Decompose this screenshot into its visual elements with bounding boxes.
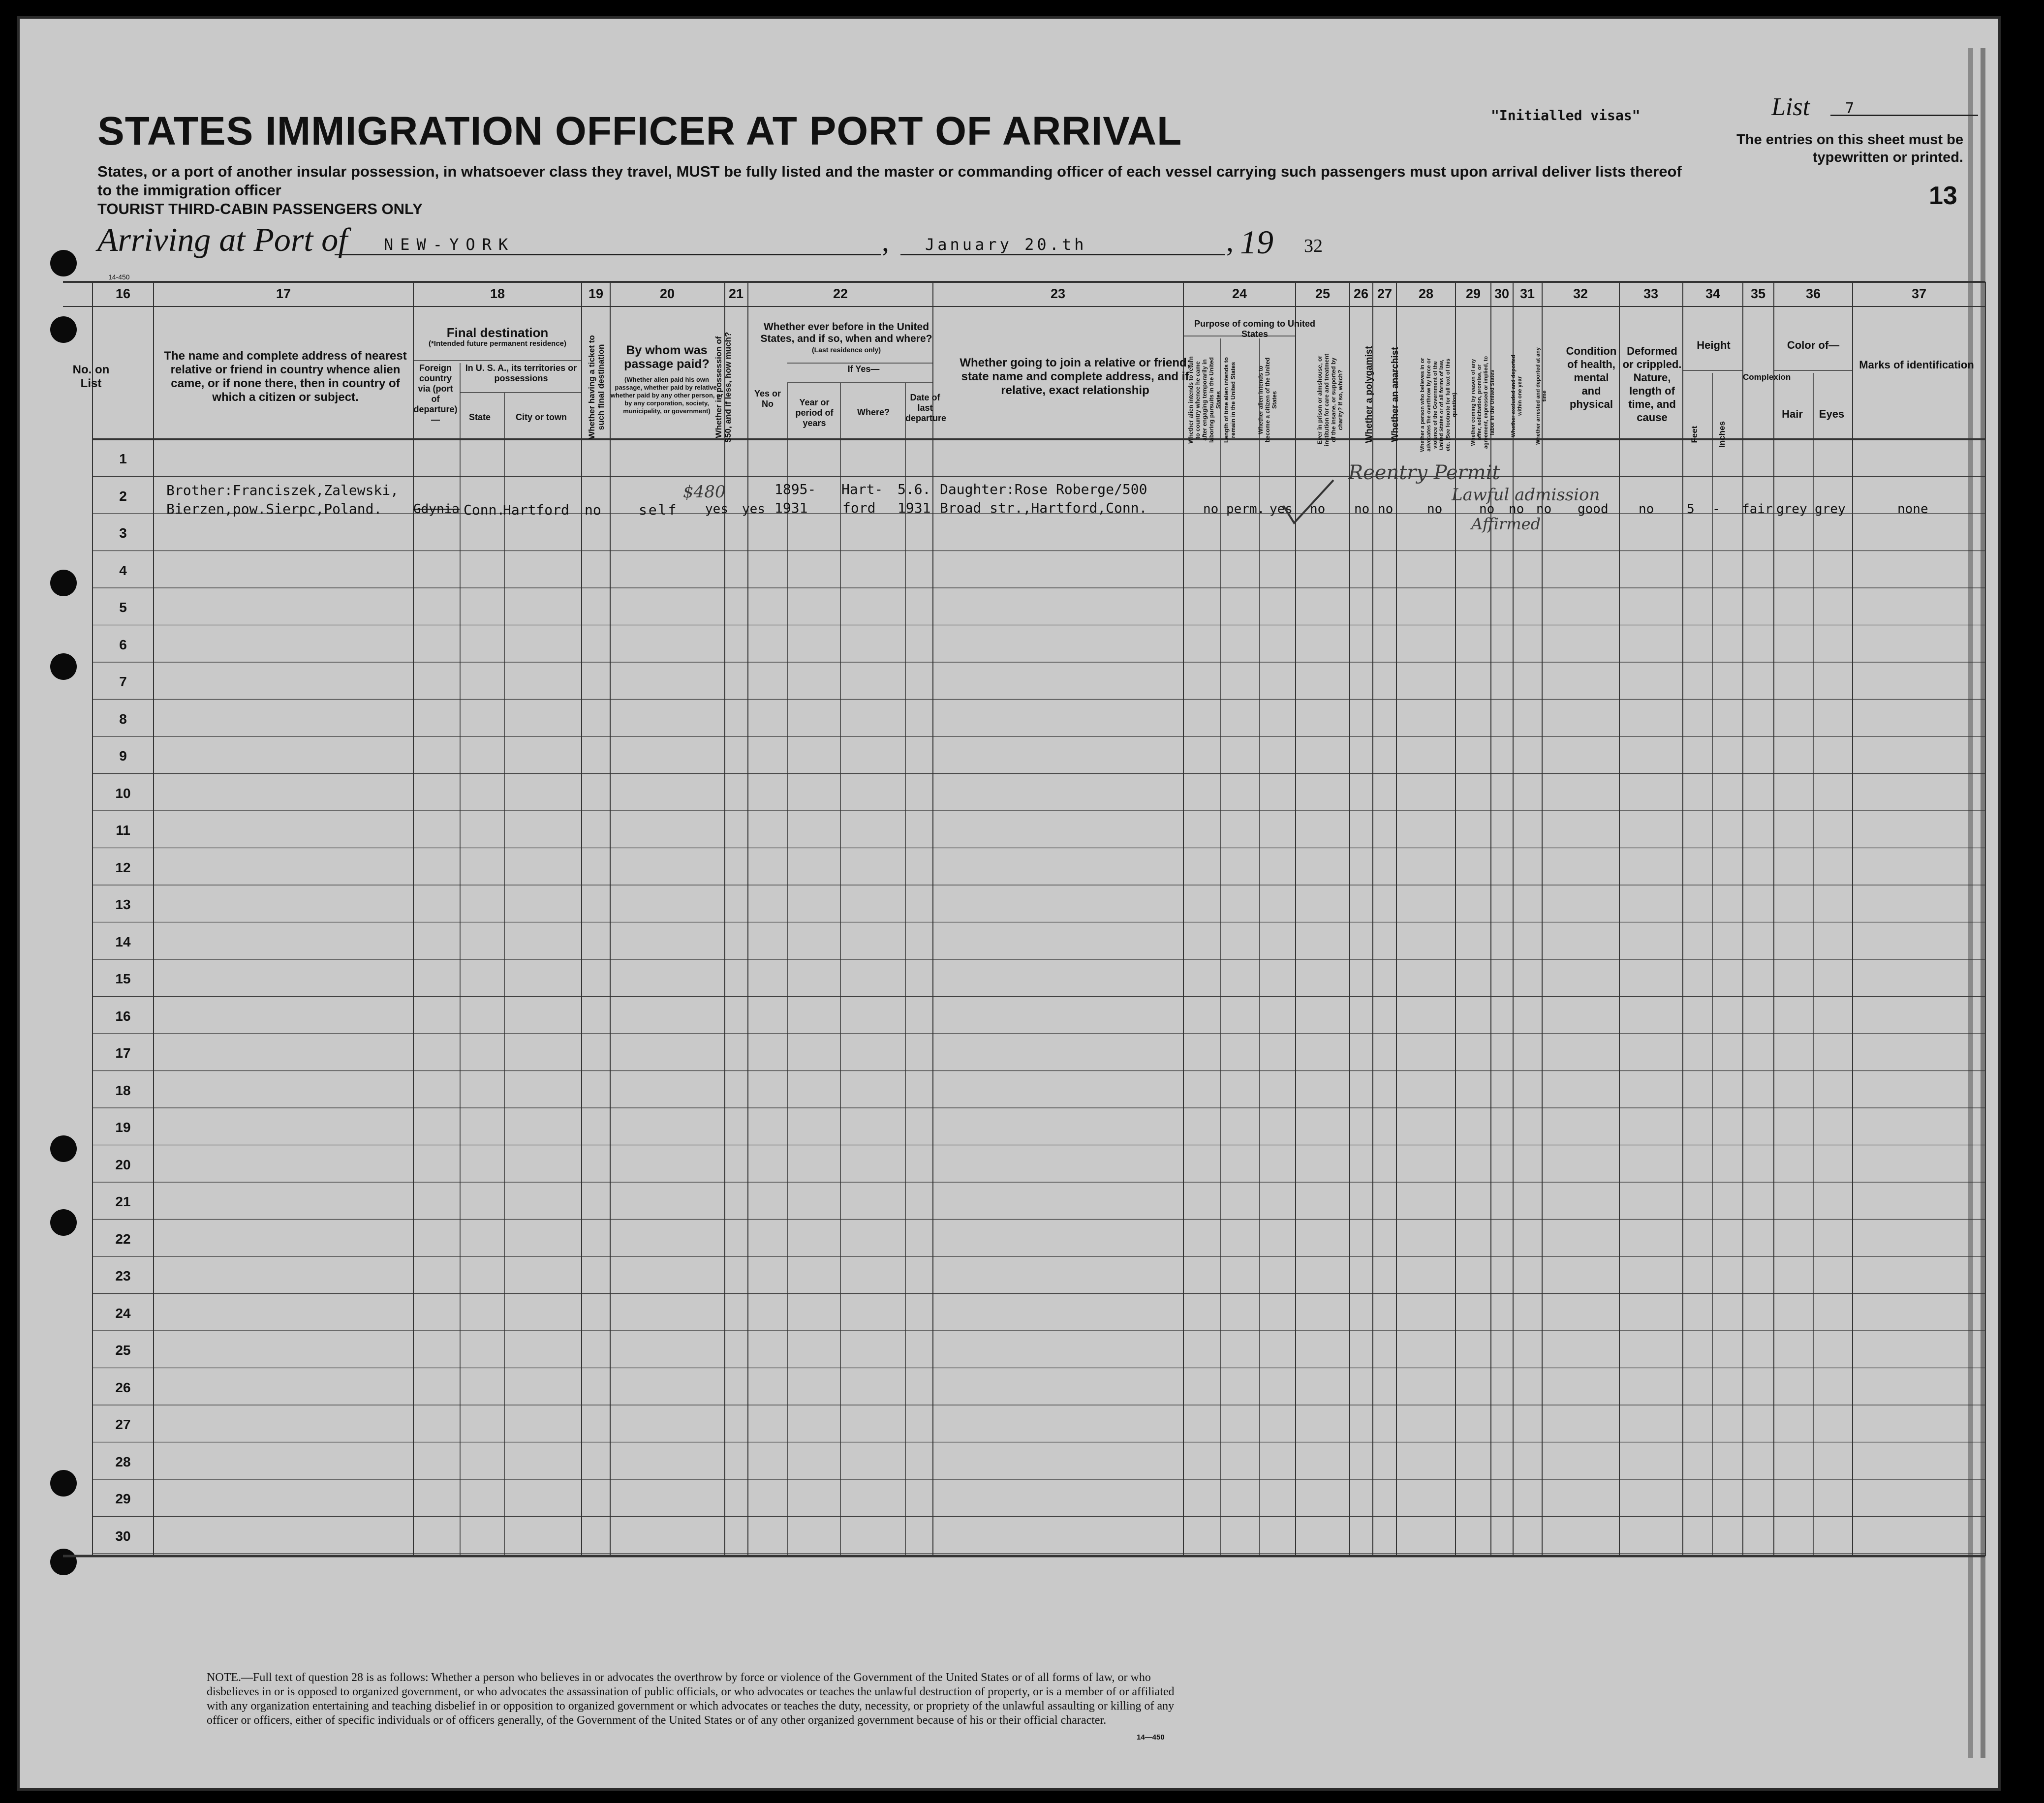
header-c24-return: Whether alien intends to return to country whence he came after engaging temporarily in laboring pursuits in the United States: [1187, 356, 1222, 444]
row-number: 7: [119, 674, 127, 689]
row-number: 11: [116, 823, 130, 838]
header-c22-year: Year or period of years: [795, 397, 834, 428]
header-c36: Color of—: [1787, 339, 1840, 351]
row-number: 21: [115, 1194, 131, 1209]
header-c19: Whether having a ticket to such final destination: [587, 335, 606, 439]
header-c18: Final destination (*Intended future permanent residence): [428, 325, 567, 348]
column-number: 20: [659, 286, 675, 301]
join-line2: Broad str.,Hartford,Conn.: [940, 500, 1147, 516]
length-stay: perm.: [1226, 502, 1265, 517]
excluded: no: [1509, 502, 1524, 517]
row-number: 18: [115, 1082, 131, 1098]
height-feet: 5: [1687, 502, 1695, 517]
prison: no: [1310, 502, 1326, 517]
header-c20: By whom was passage paid? (Whether alien paid his own passage, whether paid by relative, whether paid by any other person, or by any corporation, society, municipality, or government): [610, 343, 723, 415]
column-number: 22: [833, 286, 848, 301]
column-number: 31: [1519, 286, 1535, 301]
typewritten-note: The entries on this sheet must be typewritten or printed.: [1736, 132, 1963, 165]
row-number: 8: [119, 711, 127, 727]
sheet-number: 13: [1929, 182, 1957, 210]
row-number: 9: [119, 748, 127, 764]
row-number: 1: [119, 451, 127, 466]
before-where-2: ford: [842, 500, 876, 516]
header-c25: Ever in prison or almshouse, or institution for care and treatment of the insane, or supported by charity? If so, which?: [1316, 353, 1344, 447]
before-yesno: yes: [742, 502, 765, 517]
column-number: 16: [115, 286, 131, 301]
header-c31: Whether arrested and deported at any time: [1535, 347, 1548, 445]
column-number: 24: [1232, 286, 1247, 301]
header-c37: Marks of identification: [1859, 359, 1974, 371]
column-number: 29: [1465, 286, 1481, 301]
header-c27: Whether an anarchist: [1390, 347, 1400, 442]
check-mark: [1279, 476, 1338, 535]
arrival-date: January 20.th: [925, 235, 1087, 254]
header-c26: Whether a polygamist: [1364, 346, 1374, 443]
column-number: 26: [1353, 286, 1369, 301]
row-number: 12: [115, 859, 131, 875]
row-number: 24: [115, 1305, 131, 1321]
header-c36-eyes: Eyes: [1819, 408, 1845, 420]
header-c18-usa: In U. S. A., its territories or possessions: [465, 363, 577, 383]
ticket: no: [585, 502, 601, 518]
row-number: 16: [115, 1008, 131, 1024]
row-number: 22: [115, 1231, 131, 1247]
row-number: 27: [115, 1417, 131, 1432]
manifest-sheet: STATES IMMIGRATION OFFICER AT PORT OF ARRIVAL States, or a port of another insular possession, in whatsoever class they travel, MUST be fully listed and the master or commanding officer of each vessel carrying such passengers must upon arrival deliver lists thereof to the immigration officer TOURIST THIRD-CABIN PASSENGERS ONLY "Initialled visas" List 7 The entries on this sheet must be typewritten or printed. 13 14-450 Arriving at Port of NEW-YORK , January 20.th , 19 32 16 17 18 19 20 21 22 23 24 25 26 27 28 29 30 31 32 33 34 35 36 37 No. on List The name and complete address of nearest relative or friend in country whence alien came, or if none there, then in country of which a citizen or subject. Final destination (*Intended future permanent residence) Foreign country via (port of departure)— In U. S. A., its territories or possessions State City or town Whether having a ticket to such final destination By whom was passage paid? (Whether alien paid his own passage, whether paid by relative, whether paid by any other person, or by any corporation, society, municipality, or government) Whether in possession of $50, and if less, how much? Whether ever before in the United States, and if so, when and where? (Last residence only) If Yes— Yes or No Year or period of years Where? Date of last departure Whether going to join a relative or friend; state name and complete address, and if relative, exact relationship Purpose of coming to United States Whether alien intends to return to country whence he came after engaging temporarily in laboring pursuits in the United States Length of time alien intends to remain in the United States Whether alien intends to become a citizen of the United States Ever in prison or almshouse, or institution for care and treatment of the insane, or supported by charity? If so, which? Whether a polygamist Whether an anarchist Whether a person who believes in or advocates the overthrow by force or violence of the Government of the United States or of all forms of law, etc. (See footnote for full text of this question) Whether coming by reason of any offer, solicitation, promise, or agreement, expressed or implied, to labor in the United States Whether excluded and deported within one year Whether arrested and deported at any time Condition of health, mental and physical Deformed or crippled. Nature, length of time, and cause Height Feet Inches Complexion Color of— Hair Eyes Marks of identification 1 2 3 4 5 6 7 8 9 10 11 12 13 14 15 16 17 18 19 20 21 22 23 24 25 26 27 28 29 30 Brother:Franciszek,Zalewski, Bierzen,pow.Sierpc,Poland. Gdynia Conn. Hartford no self $480 yes yes 1895- 1931 Hart- ford 5.6. 1931 Daughter:Rose Roberge/500 Broad str.,Hartford,Conn. no perm. yes no no no no no no no good no 5 - fair grey grey none Reentry Permit Lawful admission Affirmed NOTE.—Full text of question 28 is as follows: Whether a person who believes in or advocates the overthrow by force or violence of the Government of the United States or of all forms of law, or who disbelieves in or is opposed to organized government, or who advocates the assassination of public officials, or who advocates or teaches the unlawful destruction of property, or is a member of or affiliated with any organization entertaining and teaching disbelief in or opposition to organized government or which advocates or teaches the duty, necessity, or propriety of the unlawful assaulting or killing of any officer or officers, either of specific individuals or of officers generally, of the Government of the United States or of any other organized government because of his or their official character. 14—450: [20, 19, 1998, 1788]
row-number: 19: [115, 1120, 131, 1135]
anarchist: no: [1378, 502, 1394, 517]
year-prefix: 19: [1240, 223, 1273, 261]
list-number: 7: [1845, 100, 1855, 117]
annotation-lawful: Lawful admission: [1452, 485, 1600, 505]
header-c18-foreign: Foreign country via (port of departure)—: [413, 363, 458, 425]
row-number: 26: [115, 1379, 131, 1395]
column-number: 28: [1418, 286, 1434, 301]
header-c22-date: Date of last departure: [905, 393, 947, 423]
row-number: 23: [115, 1268, 131, 1283]
row-number: 29: [115, 1491, 131, 1506]
column-number: 35: [1750, 286, 1766, 301]
initialled-visas-label: "Initialled visas": [1491, 107, 1641, 123]
return-intent: no: [1203, 502, 1219, 517]
paid-by: self: [639, 502, 678, 518]
column-number: 17: [276, 286, 291, 301]
column-number: 30: [1494, 286, 1510, 301]
form-mark: 14-450: [108, 273, 130, 281]
marks: none: [1897, 502, 1928, 517]
header-c32: Condition of health, mental and physical: [1566, 345, 1617, 410]
complexion: fair: [1742, 502, 1773, 517]
header-c36-hair: Hair: [1782, 408, 1803, 420]
footer-form-number: 14—450: [1137, 1733, 1165, 1742]
money-handwritten: $480: [683, 482, 726, 502]
year-suffix: 32: [1304, 236, 1323, 256]
relative-line2: Bierzen,pow.Sierpc,Poland.: [166, 501, 382, 517]
list-label: List: [1771, 93, 1810, 121]
row-number: 20: [115, 1157, 131, 1172]
header-c30: Whether excluded and deported within one year: [1511, 355, 1523, 437]
header-c34-inches: Inches: [1717, 421, 1727, 448]
last-departure-2: 1931: [898, 500, 931, 516]
port-name: NEW-YORK: [384, 235, 515, 254]
column-number: 34: [1705, 286, 1721, 301]
column-number: 36: [1805, 286, 1821, 301]
deformed: no: [1639, 502, 1654, 517]
join-line1: Daughter:Rose Roberge/500: [940, 481, 1147, 497]
header-c24-length: Length of time alien intends to remain in the United States: [1223, 357, 1237, 443]
before-years-1: 1895-: [774, 481, 816, 497]
state: Conn.: [464, 502, 505, 518]
header-c34: Height: [1697, 339, 1731, 351]
arriving-label: Arriving at Port of: [97, 221, 348, 258]
row-number: 5: [119, 600, 127, 615]
header-c34-feet: Feet: [1690, 426, 1699, 443]
eyes: grey: [1815, 502, 1846, 517]
header-c23: Whether going to join a relative or friend; state name and complete address, and if relative, exact relationship: [960, 356, 1191, 397]
column-number: 27: [1377, 286, 1393, 301]
polygamist: no: [1354, 502, 1370, 517]
hair: grey: [1776, 502, 1807, 517]
health: good: [1578, 502, 1609, 517]
header-c22-yesno: Yes or No: [754, 389, 781, 409]
page-title: STATES IMMIGRATION OFFICER AT PORT OF ARRIVAL: [97, 109, 1182, 153]
arrested: no: [1536, 502, 1552, 517]
column-number: 23: [1050, 286, 1066, 301]
header-c35: Complexion: [1743, 372, 1791, 382]
header-c24-citizen: Whether alien intends to become a citizen of the United States: [1257, 357, 1278, 443]
header-c29: Whether coming by reason of any offer, solicitation, promise, or agreement, expressed or implied, to labor in the United States: [1470, 356, 1495, 449]
column-number: 32: [1573, 286, 1588, 301]
header-c24: Purpose of coming to United States: [1194, 319, 1315, 339]
instructions: States, or a port of another insular possession, in whatsoever class they travel, MUST be fully listed and the master or commanding officer of each vessel carrying such passengers must upon arrival deliver lists thereof to the immigration officer TOURIST THIRD-CABIN PASSENGERS ONLY: [97, 163, 1682, 217]
overthrow: no: [1427, 502, 1443, 517]
column-number: 19: [588, 286, 604, 301]
row-number: 25: [115, 1343, 131, 1358]
row-number: 10: [115, 785, 131, 801]
class-line: TOURIST THIRD-CABIN PASSENGERS ONLY: [97, 200, 423, 217]
labor-offer: no: [1479, 502, 1495, 517]
header-c22-where: Where?: [857, 407, 890, 417]
row-number: 17: [115, 1045, 131, 1061]
citizen: yes: [1270, 502, 1293, 517]
manifest-grid: [20, 19, 1998, 1788]
row-number: 30: [115, 1528, 131, 1544]
row-number: 2: [119, 488, 127, 504]
header-c18-state: State: [468, 412, 491, 422]
header-c17: The name and complete address of nearest relative or friend in country whence alien came, or if none there, then in country of which a citizen or subject.: [164, 349, 407, 404]
header-c16: No. on List: [72, 363, 110, 390]
annotation-reentry: Reentry Permit: [1348, 461, 1500, 484]
annotation-affirmed: Affirmed: [1471, 515, 1541, 533]
row-number: 4: [119, 562, 127, 578]
row-number: 6: [119, 637, 127, 652]
row-number: 13: [115, 897, 131, 912]
footnote: NOTE.—Full text of question 28 is as follows: Whether a person who believes in or advocates the overthrow by force or violence of the Government of the United States or of all forms of law, or who disbelieves in or is opposed to organized government, or who advocates the assassination of public officials, or who advocates or teaches the unlawful destruction of property, or is a member of or affiliated with any organization entertaining and teaching disbelief in or opposition to organized government or which advocates or teaches the duty, necessity, or propriety of the unlawful assaulting or killing of any officer or officers, either of specific individuals or of officers generally, of the Government of the United States or of any other organized government because of his or their official character.: [207, 1671, 1175, 1727]
header-c18-city: City or town: [516, 412, 567, 422]
last-departure-1: 5.6.: [898, 481, 931, 497]
header-c22-ifyes: If Yes—: [847, 364, 880, 374]
before-where-1: Hart-: [841, 481, 883, 497]
row-number: 28: [115, 1454, 131, 1469]
height-inches: -: [1712, 502, 1720, 517]
city: Hartford: [503, 502, 569, 518]
header-c33: Deformed or crippled. Nature, length of time, and cause: [1622, 345, 1682, 424]
before-years-2: 1931: [774, 500, 808, 516]
column-number: 25: [1315, 286, 1331, 301]
column-number: 33: [1643, 286, 1659, 301]
header-c22: Whether ever before in the United States, and if so, when and where? (Last residence only): [760, 321, 932, 354]
foreign-country: Gdynia: [413, 502, 460, 517]
money: yes: [705, 502, 728, 517]
row-number: 14: [115, 934, 131, 949]
column-number: 37: [1911, 286, 1927, 301]
header-c28: Whether a person who believes in or advocates the overthrow by force or violence of the Government of the United States or of all forms of law, etc. (See footnote for full text of this question): [1420, 358, 1457, 452]
row-number: 15: [115, 971, 131, 986]
relative-line1: Brother:Franciszek,Zalewski,: [166, 482, 399, 498]
row-number: 3: [119, 525, 127, 541]
header-c21: Whether in possession of $50, and if less, how much?: [714, 332, 733, 443]
column-number: 21: [728, 286, 744, 301]
column-number: 18: [490, 286, 505, 301]
